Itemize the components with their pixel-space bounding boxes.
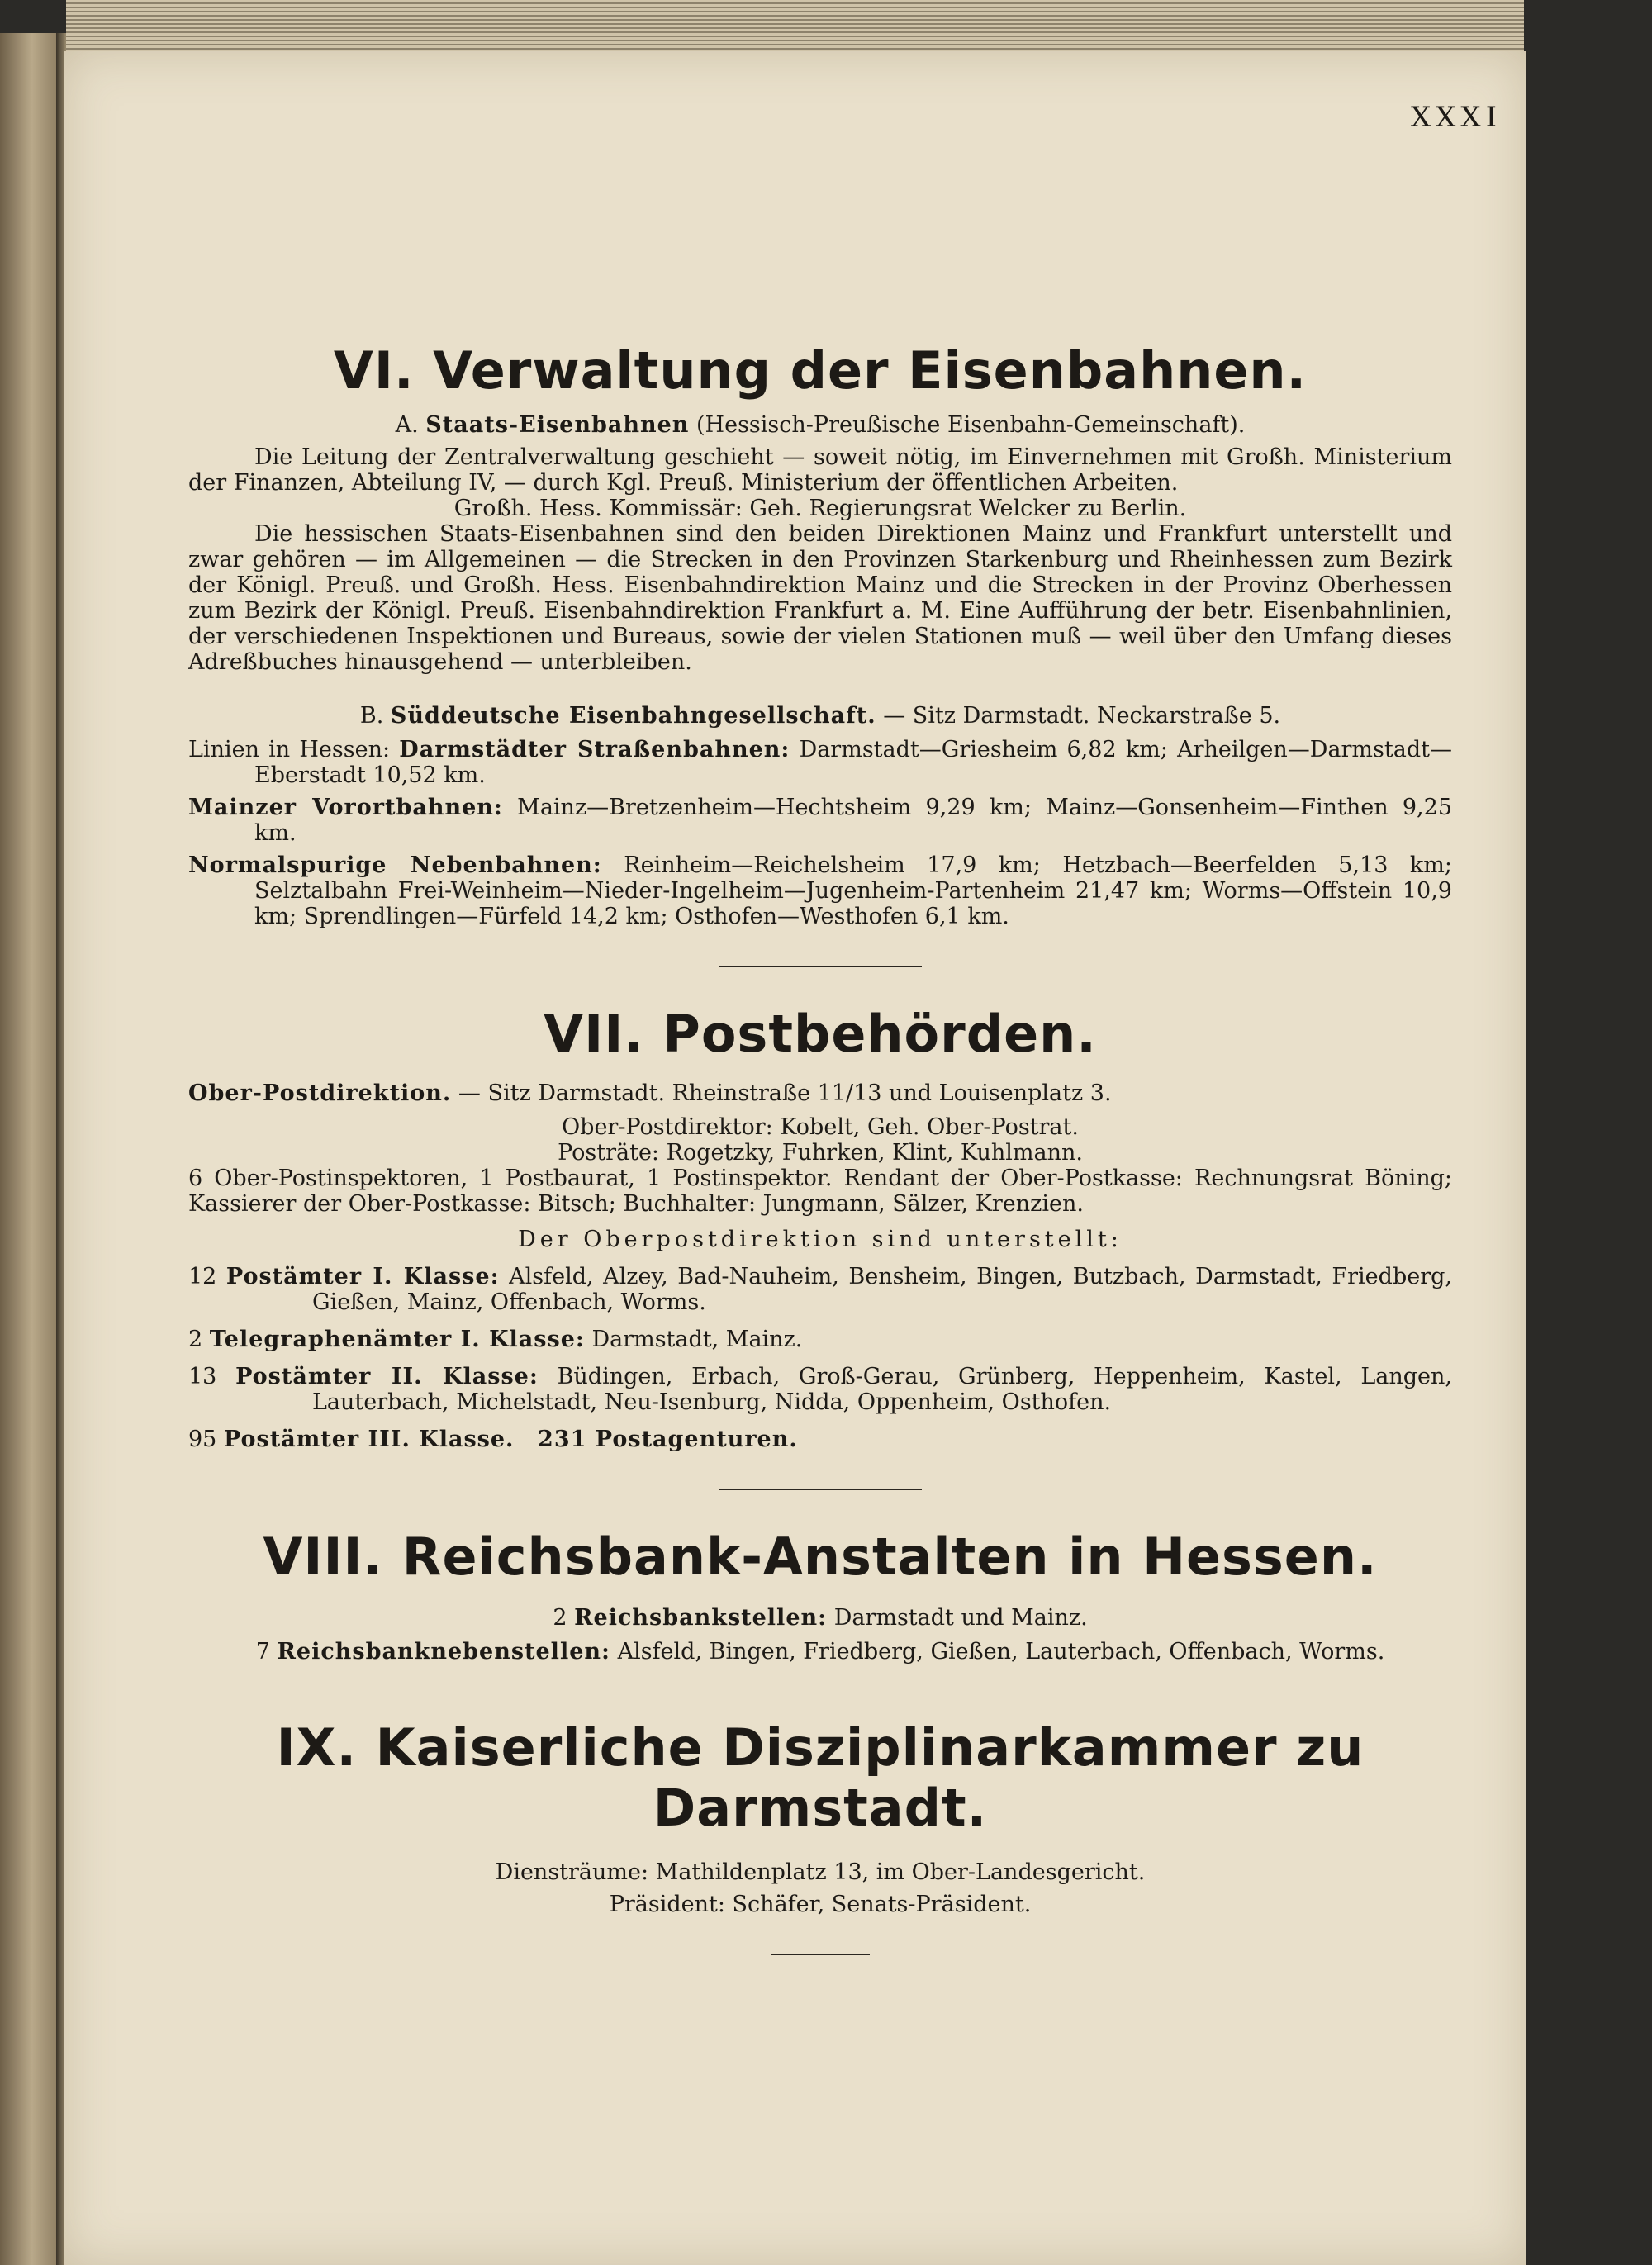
post-offices-class-1 [188, 1264, 1452, 1315]
section-vi-title: VI. Verwaltung der Eisenbahnen. [333, 340, 1308, 401]
a-label: A. [395, 412, 419, 438]
l2-label: Reichsbanknebenstellen: [277, 1639, 610, 1664]
post-seat: — Sitz Darmstadt. Rheinstraße 11/13 und Louisenplatz 3. [458, 1080, 1112, 1106]
line3-name: Normalspurige Nebenbahnen: [188, 852, 602, 878]
section-viii-title: VIII. Reichsbank-Anstalten in Hessen. [263, 1527, 1378, 1587]
lines-darmstadt [188, 737, 1452, 788]
line1-text: Darmstadt—Griesheim 6,82 km; Arheilgen—Darmstadt—Eberstadt 10,52 km. [254, 737, 1452, 788]
a-heading: Staats-Eisenbahnen [425, 412, 690, 438]
section-vi-a-heading [188, 412, 1452, 438]
o1-label: Postämter I. Klasse: [225, 1264, 500, 1289]
vi-paragraph-1: Die Leitung der Zentralverwaltung geschieht — soweit nötig, im Einvernehmen mit Großh. Ministerium der Finanzen, Abteilung IV, — durch Kgl. Preuß. Ministerium der öffentlichen Arbeiten. [188, 444, 1452, 496]
left-page-edge [0, 33, 58, 2265]
post-councils: Posträte: Rogetzky, Fuhrken, Klint, Kuhlmann. [558, 1140, 1083, 1166]
vi-commissioner: Großh. Hess. Kommissär: Geh. Regierungsrat Welcker zu Berlin. [453, 496, 1187, 521]
o2-count: 2 [188, 1327, 203, 1352]
l2-text: Alsfeld, Bingen, Friedberg, Gießen, Lauterbach, Offenbach, Worms. [617, 1639, 1385, 1664]
page-content [188, 200, 1452, 1955]
disciplinary-president: Präsident: Schäfer, Senats-Präsident. [609, 1892, 1032, 1917]
post-offices-class-3 [188, 1427, 1452, 1452]
o2-text: Darmstadt, Mainz. [591, 1327, 803, 1352]
b-heading: Süddeutsche Eisenbahngesellschaft. [390, 703, 876, 729]
l2-count: 7 [255, 1639, 270, 1664]
o1-text: Alsfeld, Alzey, Bad-Nauheim, Bensheim, Bingen, Butzbach, Darmstadt, Friedberg, Gießen, Mainz, Offenbach, Worms. [312, 1264, 1452, 1315]
lines-mainz [188, 795, 1452, 846]
line1-name: Darmstädter Straßenbahnen: [399, 737, 790, 762]
end-rule [771, 1954, 870, 1955]
post-offices-class-2 [188, 1364, 1452, 1415]
post-staff: 6 Ober-Postinspektoren, 1 Postbaurat, 1 Postinspektor. Rendant der Ober-Postkasse: Rechnungsrat Böning; Kassierer der Ober-Postkasse: Bitsch; Buchhalter: Jungmann, Sälzer, Krenzien. [188, 1166, 1452, 1217]
section-vii-title: VII. Postbehörden. [544, 1004, 1097, 1064]
l1-label: Reichsbankstellen: [574, 1605, 828, 1631]
b-label: B. [359, 703, 384, 729]
post-subordinate: Der Oberpostdirektion sind unterstellt: [518, 1227, 1123, 1252]
o2-label: Telegraphenämter I. Klasse: [209, 1327, 585, 1352]
telegraph-offices [188, 1327, 1452, 1352]
line2-text: Mainz—Bretzenheim—Hechtsheim 9,29 km; Mainz—Gonsenheim—Finthen 9,25 km. [254, 795, 1452, 846]
reichsbank-nebenstellen [188, 1639, 1452, 1664]
o3-count: 13 [188, 1364, 217, 1389]
o4-count: 95 [188, 1427, 217, 1452]
o1-count: 12 [188, 1264, 217, 1289]
o3-label: Postämter II. Klasse: [235, 1364, 539, 1389]
lines-label: Linien in Hessen: [188, 737, 391, 762]
l1-count: 2 [553, 1605, 567, 1631]
a-sub: (Hessisch-Preußische Eisenbahn-Gemeinschaft). [696, 412, 1246, 438]
lines-normalspur [188, 852, 1452, 929]
divider-rule [719, 1489, 922, 1490]
post-director: Ober-Postdirektor: Kobelt, Geh. Ober-Postrat. [562, 1114, 1079, 1140]
o3-text: Büdingen, Erbach, Groß-Gerau, Grünberg, Heppenheim, Kastel, Langen, Lauterbach, Michelstadt, Neu-Isenburg, Nidda, Oppenheim, Osthofen. [312, 1364, 1452, 1415]
post-directorate-heading [188, 1080, 1452, 1106]
section-ix-title: IX. Kaiserliche Disziplinarkammer zu Darmstadt. [276, 1717, 1365, 1838]
divider-rule [719, 966, 922, 967]
reichsbank-stellen [188, 1605, 1452, 1631]
vi-paragraph-2: Die hessischen Staats-Eisenbahnen sind den beiden Direktionen Mainz und Frankfurt unterstellt und zwar gehören — im Allgemeinen — die Strecken in den Provinzen Starkenburg und Rheinhessen zum Bezirk der Königl. Preuß. und Großh. Hess. Eisenbahndirektion Mainz und die Strecken in der Provinz Oberhessen zum Bezirk der Königl. Preuß. Eisenbahndirektion Frankfurt a. M. Eine Aufführung der betr. Eisenbahnlinien, der verschiedenen Inspektionen und Bureaus, sowie der vielen Stationen muß — weil über den Umfang dieses Adreßbuches hinausgehend — unterbleiben. [188, 521, 1452, 675]
o4-extra: 231 Postagenturen. [538, 1427, 798, 1452]
section-vi-b-heading [188, 703, 1452, 729]
line2-name: Mainzer Vorortbahnen: [188, 795, 503, 820]
post-heading: Ober-Postdirektion. [188, 1080, 452, 1106]
disciplinary-rooms: Diensträume: Mathildenplatz 13, im Ober-Landesgericht. [495, 1859, 1146, 1885]
book-page [64, 51, 1526, 2265]
b-seat: — Sitz Darmstadt. Neckarstraße 5. [883, 703, 1281, 729]
o4-label: Postämter III. Klasse. [223, 1427, 515, 1452]
page-number: XXXI [1410, 101, 1502, 134]
l1-text: Darmstadt und Mainz. [833, 1605, 1088, 1631]
line3-text: Reinheim—Reichelsheim 17,9 km; Hetzbach—Beerfelden 5,13 km; Selztalbahn Frei-Weinheim—Nieder-Ingelheim—Jugenheim-Partenheim 21,47 km; Worms—Offstein 10,9 km; Sprendlingen—Fürfeld 14,2 km; Osthofen—Westhofen 6,1 km. [254, 852, 1452, 929]
